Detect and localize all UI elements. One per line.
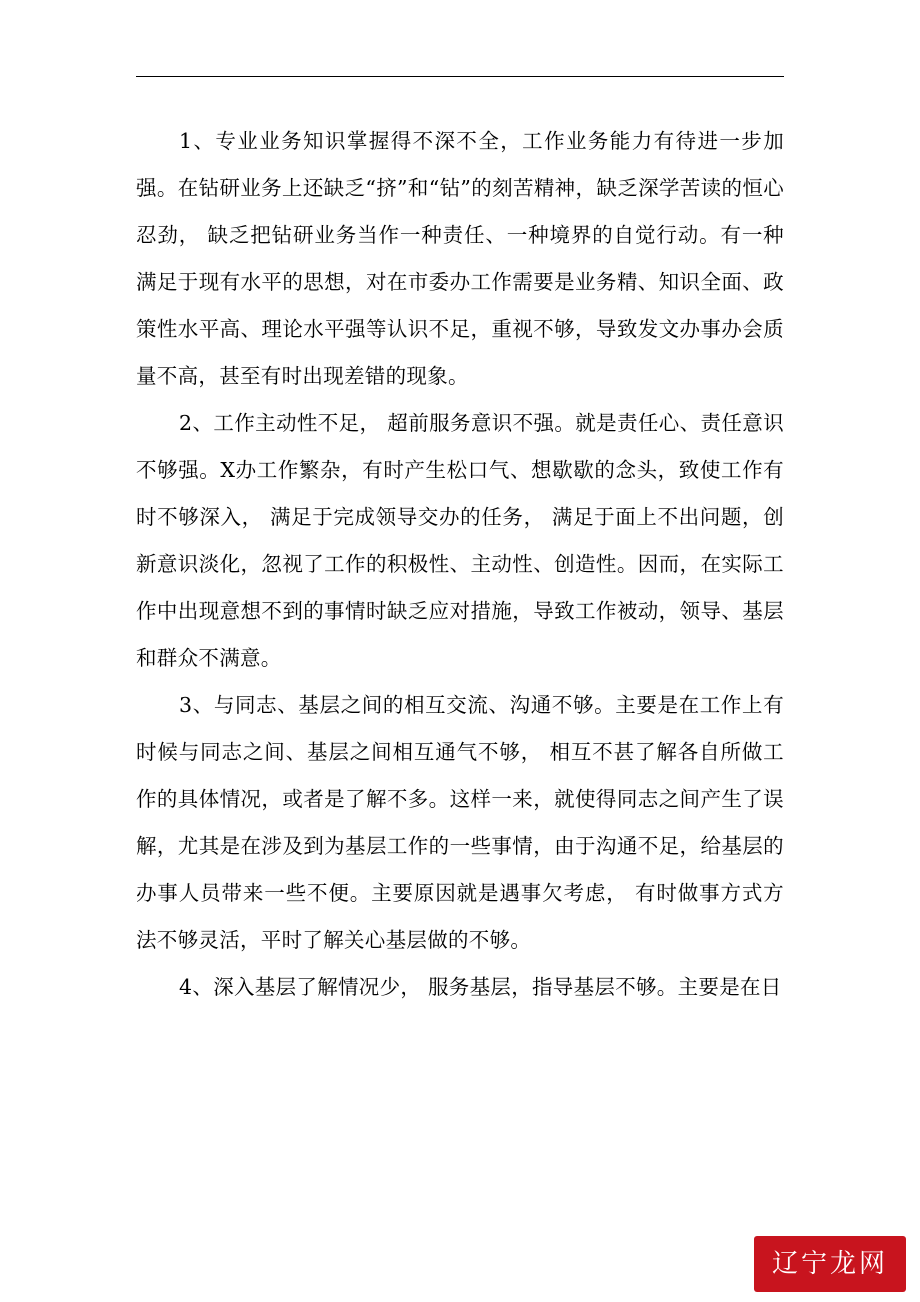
paragraph: 2、工作主动性不足， 超前服务意识不强。就是责任心、责任意识不够强。X办工作繁杂，有时产生松口气、想歇歇的念头，致使工作有时不够深入， 满足于完成领导交办的任务， 满足于面上不出问题，创新意识淡化，忽视了工作的积极性、主动性、创造性。因而，在实际工作中出现意想不到的事情时缺乏应对措施，导致工作被动，领导、基层和群众不满意。 <box>136 411 784 670</box>
header-divider <box>136 76 784 77</box>
paragraph: 4、深入基层了解情况少， 服务基层，指导基层不够。主要是在日 <box>179 975 782 999</box>
paragraph: 1、专业业务知识掌握得不深不全，工作业务能力有待进一步加强。在钻研业务上还缺乏“挤”和“钻”的刻苦精神，缺乏深学苦读的恒心忍劲， 缺乏把钻研业务当作一种责任、一种境界的自觉行动。有一种满足于现有水平的思想，对在市委办工作需要是业务精、知识全面、政策性水平高、理论水平强等认识不足，重视不够，导致发文办事办会质量不高，甚至有时出现差错的现象。 <box>136 129 784 388</box>
watermark-label: 辽宁龙网 <box>771 1249 888 1279</box>
paragraph: 3、与同志、基层之间的相互交流、沟通不够。主要是在工作上有时候与同志之间、基层之间相互通气不够， 相互不甚了解各自所做工作的具体情况，或者是了解不多。这样一来，就使得同志之间产生了误解，尤其是在涉及到为基层工作的一些事情，由于沟通不足，给基层的办事人员带来一些不便。主要原因就是遇事欠考虑， 有时做事方式方法不够灵活，平时了解关心基层做的不够。 <box>136 693 784 952</box>
document-body <box>136 118 784 1011</box>
watermark-badge <box>754 1236 906 1292</box>
